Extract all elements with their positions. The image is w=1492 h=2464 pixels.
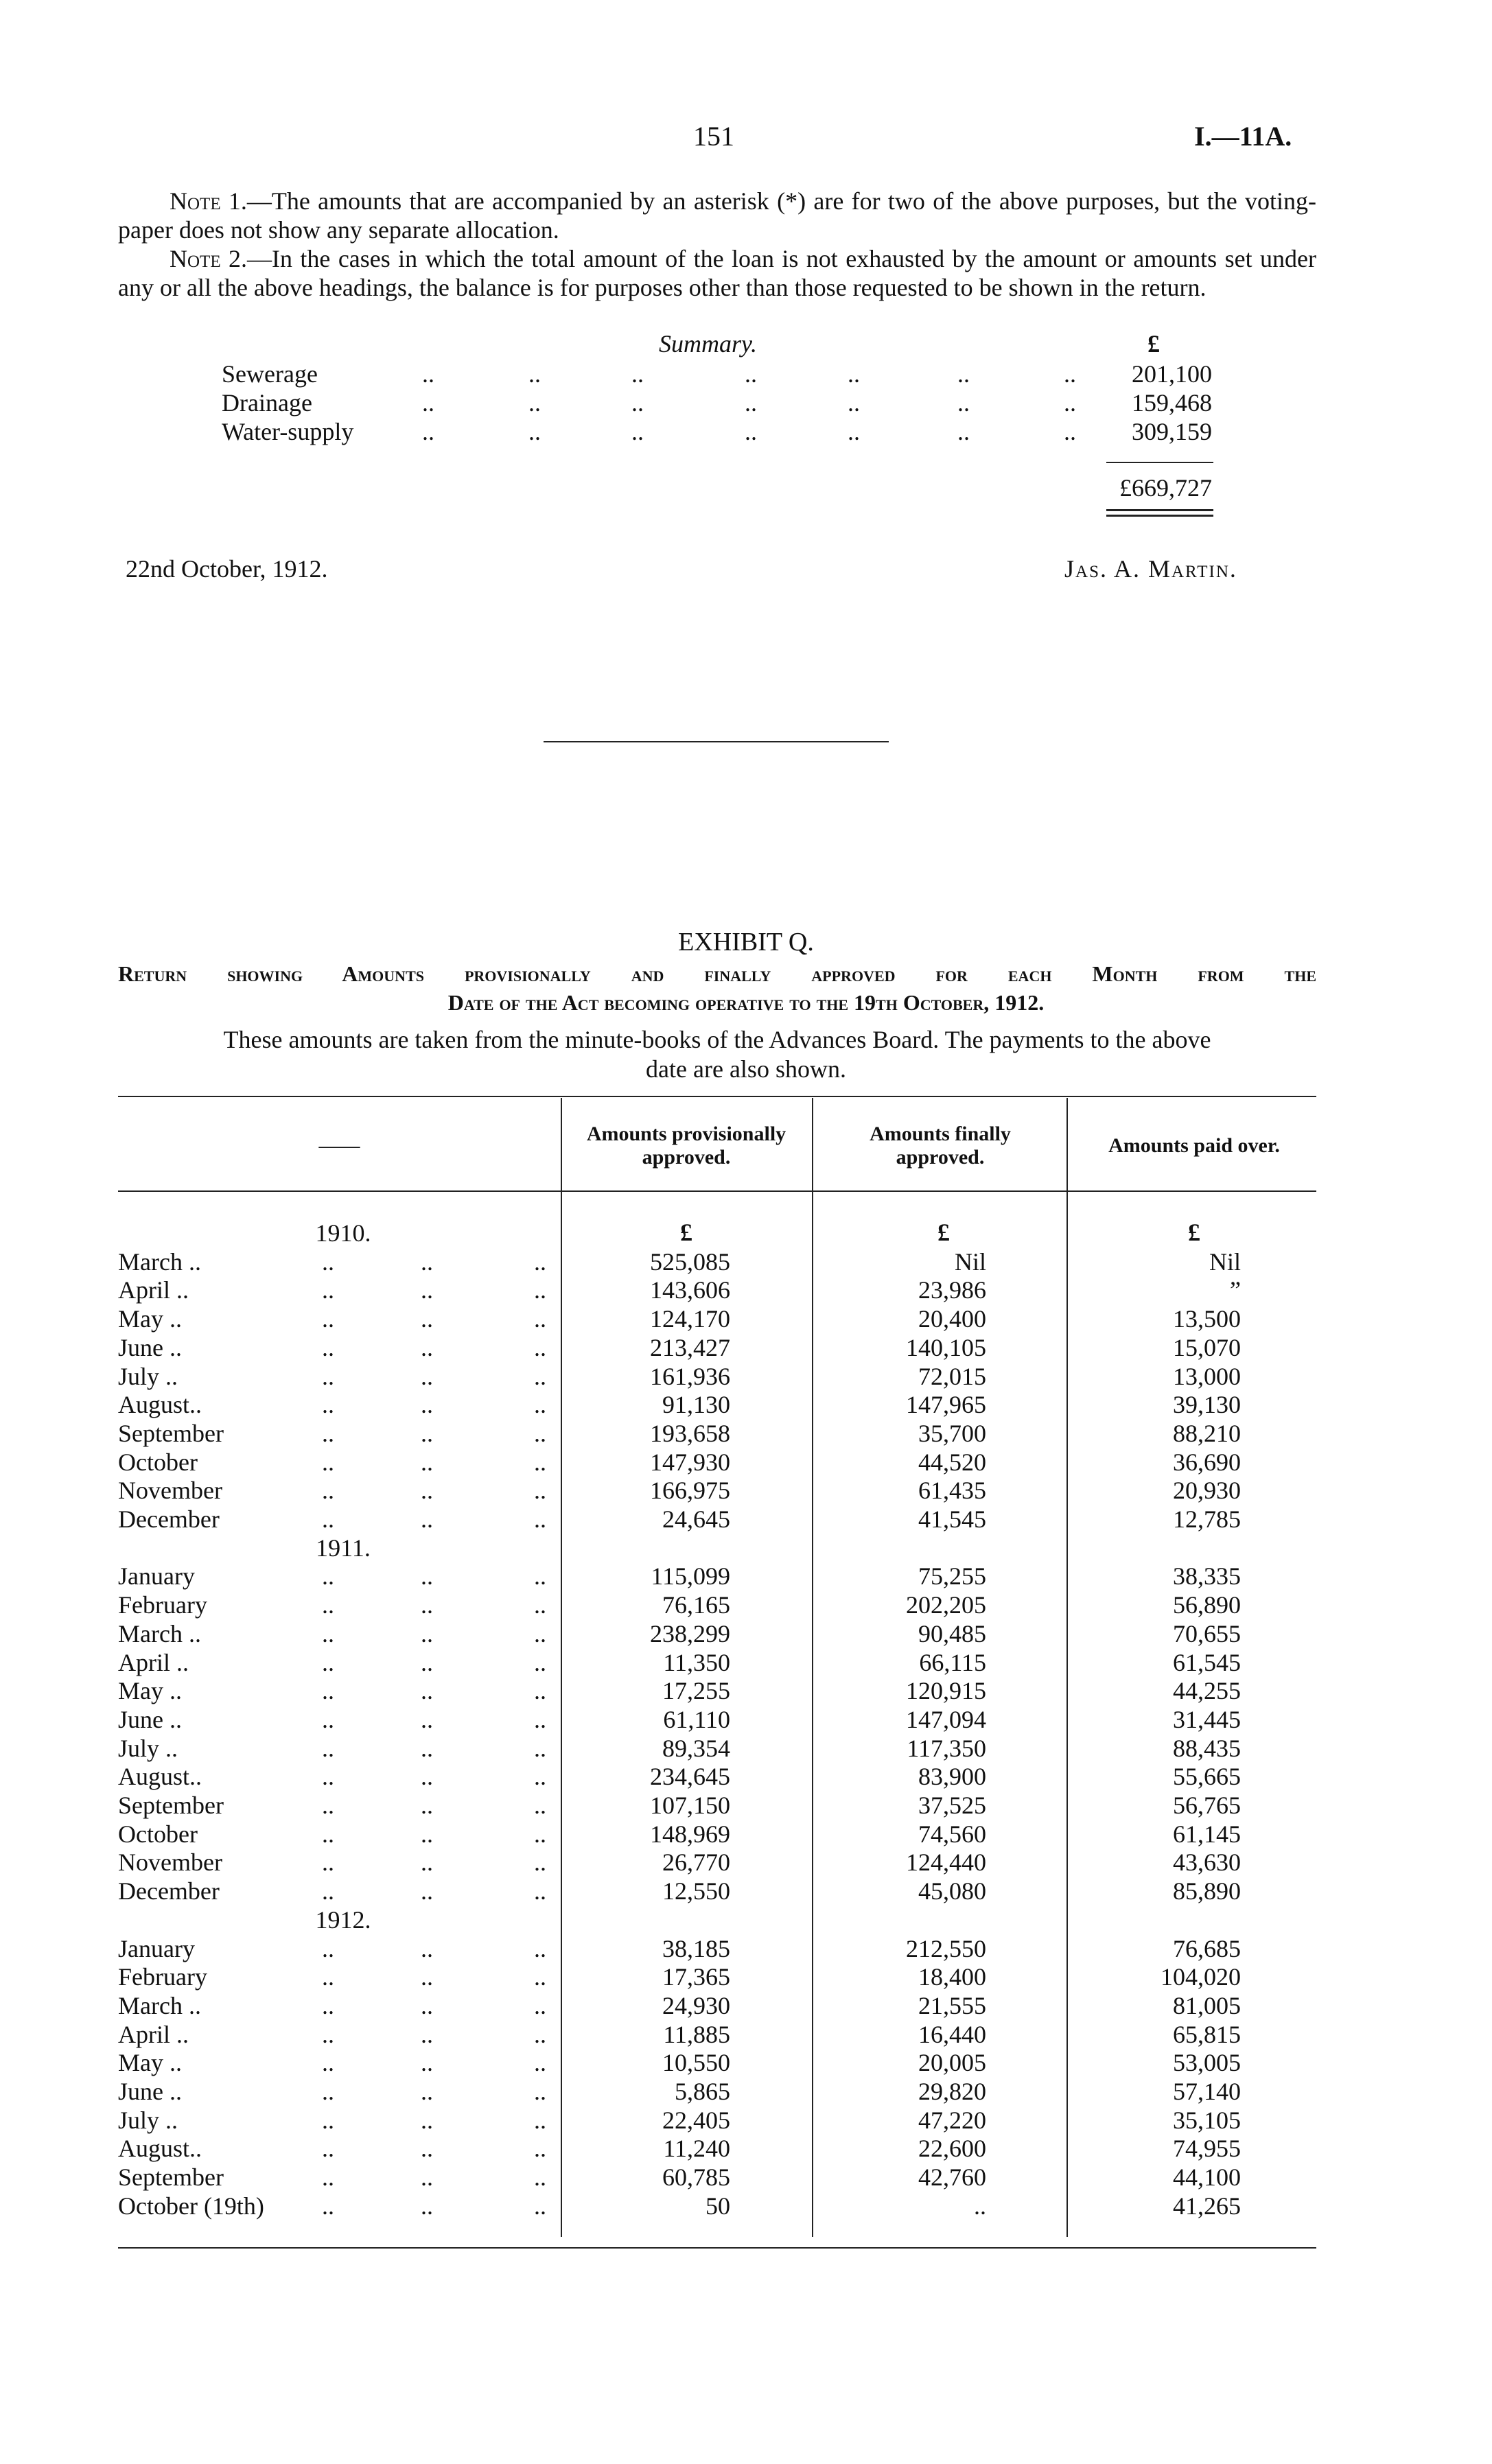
leader-dots: .. [322,2135,334,2162]
cell-provisionally-approved: 89,354 [662,1735,730,1762]
table-row-month: February [118,1963,207,1991]
leader-dots: .. [421,1477,433,1504]
leader-dots: .. [421,2135,433,2162]
cell-finally-approved: 20,400 [918,1305,986,1333]
leader-dots: .. [534,1820,546,1848]
cell-paid-over: 76,685 [1173,1935,1241,1962]
leader-dots: .. [421,1735,433,1762]
cell-finally-approved: 20,005 [918,2049,986,2076]
cell-provisionally-approved: 17,255 [662,1677,730,1704]
leader-dots: .. [322,1849,334,1876]
currency-finally: £ [937,1219,950,1246]
leader-dots: .. [322,2049,334,2076]
cell-paid-over: 43,630 [1173,1849,1241,1876]
cell-provisionally-approved: 213,427 [650,1334,730,1361]
leader-dots: .. [421,1505,433,1533]
cell-finally-approved: 29,820 [918,2078,986,2105]
cell-provisionally-approved: 525,085 [650,1248,730,1276]
leader-dots: .. [534,1877,546,1905]
cell-paid-over: 13,500 [1173,1305,1241,1333]
leader-dots: .. [534,1477,546,1504]
leader-dots: .. [322,2163,334,2191]
leader-dots: .. [421,1706,433,1733]
leader-dots: .. [745,360,757,388]
summary-value: 309,159 [1132,418,1212,445]
cell-provisionally-approved: 24,645 [662,1505,730,1533]
signoff-date: 22nd October, 1912. [126,555,328,583]
column-divider-2 [812,1098,813,2237]
cell-provisionally-approved: 147,930 [650,1448,730,1476]
leader-dots: .. [421,1792,433,1819]
header-period: —— [318,1134,360,1157]
table-row-month: July .. [118,1363,178,1390]
table-row-month: April .. [118,1276,189,1304]
cell-provisionally-approved: 38,185 [662,1935,730,1962]
cell-finally-approved: 140,105 [906,1334,986,1361]
exhibit-intro-line-1: These amounts are taken from the minute-books of the Advances Board. The payments to the above [223,1026,1211,1053]
cell-provisionally-approved: 11,885 [663,2021,730,2048]
leader-dots: .. [322,1276,334,1304]
cell-finally-approved: 124,440 [906,1849,986,1876]
cell-paid-over: 57,140 [1173,2078,1241,2105]
summary-total-rule-1 [1106,509,1213,511]
exhibit-subtitle-line-1: Return showing Amounts provisionally and finally approved for each Month from the [118,961,1316,986]
table-row-month: September [118,1420,224,1447]
table-row-month: May .. [118,2049,182,2076]
cell-paid-over: 31,445 [1173,1706,1241,1733]
leader-dots: .. [421,1935,433,1962]
leader-dots: .. [322,1820,334,1848]
leader-dots: .. [534,1305,546,1333]
cell-provisionally-approved: 148,969 [650,1820,730,1848]
leader-dots: .. [528,360,541,388]
leader-dots: .. [421,2021,433,2048]
document-reference: I.—11A. [1194,121,1292,152]
leader-dots: .. [534,2135,546,2162]
leader-dots: .. [421,2192,433,2220]
table-row-month: November [118,1477,222,1504]
leader-dots: .. [534,1935,546,1962]
note-2-text: —In the cases in which the total amount of the loan is not exhausted by the amount or amounts set under any or all the above headings, the balance is for purposes other than those requested to be shown in the return. [118,245,1316,301]
note-1 [118,187,1316,244]
cell-finally-approved: 47,220 [918,2107,986,2134]
table-row-month: May .. [118,1305,182,1333]
cell-provisionally-approved: 50 [706,2192,730,2220]
table-row-month: September [118,2163,224,2191]
currency-provisionally: £ [680,1219,692,1246]
table-header-rule [118,1190,1316,1192]
table-row-month: August.. [118,2135,202,2162]
leader-dots: .. [322,1620,334,1647]
cell-provisionally-approved: 91,130 [662,1391,730,1418]
leader-dots: .. [322,2021,334,2048]
table-row-month: June .. [118,1706,182,1733]
leader-dots: .. [421,1877,433,1905]
cell-finally-approved: 41,545 [918,1505,986,1533]
leader-dots: .. [421,1391,433,1418]
summary-label: Water-supply [222,418,354,445]
leader-dots: .. [322,2107,334,2134]
table-row-month: November [118,1849,222,1876]
leader-dots: .. [421,2049,433,2076]
leader-dots: .. [322,1477,334,1504]
summary-label: Sewerage [222,360,318,388]
cell-paid-over: 13,000 [1173,1363,1241,1390]
leader-dots: .. [421,1305,433,1333]
cell-paid-over: 44,255 [1173,1677,1241,1704]
cell-paid-over: 44,100 [1173,2163,1241,2191]
leader-dots: .. [422,389,434,416]
leader-dots: .. [421,1963,433,1991]
leader-dots: .. [322,1562,334,1590]
table-row-month: March .. [118,1620,201,1647]
leader-dots: .. [534,1963,546,1991]
leader-dots: .. [421,2107,433,2134]
currency-paid: £ [1188,1219,1200,1246]
leader-dots: .. [322,1935,334,1962]
cell-provisionally-approved: 115,099 [651,1562,730,1590]
cell-provisionally-approved: 193,658 [650,1420,730,1447]
leader-dots: .. [534,2021,546,2048]
leader-dots: .. [422,418,434,445]
leader-dots: .. [322,1677,334,1704]
cell-provisionally-approved: 166,975 [650,1477,730,1504]
leader-dots: .. [322,1363,334,1390]
table-row-month: February [118,1591,207,1619]
cell-finally-approved: 23,986 [918,1276,986,1304]
summary-value: 159,468 [1132,389,1212,416]
note-1-text: —The amounts that are accompanied by an asterisk (*) are for two of the above purposes, but the voting-paper does not show any separate allocation. [118,187,1316,244]
summary-label: Drainage [222,389,312,416]
exhibit-subtitle-line-2: Date of the Act becoming operative to the 19th October, 1912. [447,990,1045,1015]
table-row-month: August.. [118,1763,202,1790]
cell-paid-over: 20,930 [1173,1477,1241,1504]
table-row-month: April .. [118,2021,189,2048]
leader-dots: .. [422,360,434,388]
cell-provisionally-approved: 234,645 [650,1763,730,1790]
leader-dots: .. [421,1992,433,2019]
cell-paid-over: 85,890 [1173,1877,1241,1905]
table-row-month: October (19th) [118,2192,264,2220]
cell-provisionally-approved: 161,936 [650,1363,730,1390]
leader-dots: .. [421,1363,433,1390]
leader-dots: .. [421,1562,433,1590]
cell-paid-over: 70,655 [1173,1620,1241,1647]
exhibit-intro-line-2: date are also shown. [646,1055,846,1083]
cell-finally-approved: 202,205 [906,1591,986,1619]
leader-dots: .. [421,1420,433,1447]
leader-dots: .. [322,2192,334,2220]
cell-provisionally-approved: 61,110 [663,1706,730,1733]
leader-dots: .. [534,1706,546,1733]
leader-dots: .. [534,1562,546,1590]
cell-finally-approved: 90,485 [918,1620,986,1647]
leader-dots: .. [421,1448,433,1476]
leader-dots: .. [534,2078,546,2105]
cell-paid-over: 61,545 [1173,1649,1241,1676]
cell-paid-over: 74,955 [1173,2135,1241,2162]
cell-paid-over: 39,130 [1173,1391,1241,1418]
cell-finally-approved: 83,900 [918,1763,986,1790]
leader-dots: .. [631,360,644,388]
leader-dots: .. [322,1505,334,1533]
cell-paid-over: 38,335 [1173,1562,1241,1590]
header-finally-approved: Amounts finally approved. [870,1123,1011,1169]
leader-dots: .. [322,1649,334,1676]
leader-dots: .. [534,2192,546,2220]
signoff-signature: Jas. A. Martin. [1064,555,1237,583]
leader-dots: .. [534,1763,546,1790]
cell-paid-over: 81,005 [1173,1992,1241,2019]
cell-provisionally-approved: 107,150 [650,1792,730,1819]
cell-paid-over: 56,765 [1173,1792,1241,1819]
cell-paid-over: ” [1230,1276,1241,1304]
leader-dots: .. [322,1448,334,1476]
table-bottom-rule [118,2247,1316,2249]
cell-provisionally-approved: 11,240 [663,2135,730,2162]
leader-dots: .. [631,418,644,445]
year-label: 1912. [315,1906,371,1934]
cell-paid-over: 56,890 [1173,1591,1241,1619]
table-row-month: August.. [118,1391,202,1418]
cell-finally-approved: 37,525 [918,1792,986,1819]
leader-dots: .. [421,1677,433,1704]
page-number: 151 [693,121,734,152]
leader-dots: .. [534,1620,546,1647]
cell-provisionally-approved: 124,170 [650,1305,730,1333]
cell-provisionally-approved: 5,865 [675,2078,730,2105]
cell-paid-over: 15,070 [1173,1334,1241,1361]
cell-paid-over: 104,020 [1161,1963,1241,1991]
cell-provisionally-approved: 12,550 [662,1877,730,1905]
leader-dots: .. [421,1620,433,1647]
cell-finally-approved: 212,550 [906,1935,986,1962]
leader-dots: .. [421,1591,433,1619]
table-row-month: May .. [118,1677,182,1704]
cell-provisionally-approved: 76,165 [662,1591,730,1619]
leader-dots: .. [957,360,970,388]
leader-dots: .. [534,1591,546,1619]
leader-dots: .. [421,2163,433,2191]
leader-dots: .. [528,418,541,445]
leader-dots: .. [322,1420,334,1447]
leader-dots: .. [421,1649,433,1676]
leader-dots: .. [745,418,757,445]
table-row-month: October [118,1820,198,1848]
table-row-month: April .. [118,1649,189,1676]
leader-dots: .. [528,389,541,416]
leader-dots: .. [322,1735,334,1762]
cell-finally-approved: 75,255 [918,1562,986,1590]
cell-finally-approved: 117,350 [907,1735,986,1762]
leader-dots: .. [1064,418,1076,445]
leader-dots: .. [322,1763,334,1790]
leader-dots: .. [534,1849,546,1876]
leader-dots: .. [322,1992,334,2019]
table-row-month: March .. [118,1992,201,2019]
cell-provisionally-approved: 10,550 [662,2049,730,2076]
header-provisionally-approved: Amounts provisionally approved. [586,1123,786,1169]
leader-dots: .. [1064,360,1076,388]
cell-provisionally-approved: 17,365 [662,1963,730,1991]
leader-dots: .. [848,360,860,388]
table-top-rule [118,1096,1316,1097]
leader-dots: .. [534,1992,546,2019]
cell-provisionally-approved: 24,930 [662,1992,730,2019]
cell-provisionally-approved: 238,299 [650,1620,730,1647]
cell-paid-over: 88,210 [1173,1420,1241,1447]
year-label: 1911. [316,1534,371,1562]
cell-paid-over: 36,690 [1173,1448,1241,1476]
summary-currency: £ [1147,330,1160,357]
leader-dots: .. [957,389,970,416]
leader-dots: .. [957,418,970,445]
leader-dots: .. [322,2078,334,2105]
table-row-month: January [118,1935,195,1962]
cell-provisionally-approved: 22,405 [662,2107,730,2134]
leader-dots: .. [534,1649,546,1676]
leader-dots: .. [534,2107,546,2134]
leader-dots: .. [322,1792,334,1819]
leader-dots: .. [421,2078,433,2105]
cell-paid-over: 65,815 [1173,2021,1241,2048]
summary-total: £669,727 [1119,474,1212,502]
cell-paid-over: 35,105 [1173,2107,1241,2134]
cell-finally-approved: 22,600 [918,2135,986,2162]
table-row-month: March .. [118,1248,201,1276]
summary-total-rule-2 [1106,515,1213,517]
cell-finally-approved: 18,400 [918,1963,986,1991]
exhibit-title: EXHIBIT Q. [678,928,814,957]
column-divider-3 [1066,1098,1068,2237]
cell-finally-approved: Nil [954,1248,986,1276]
cell-finally-approved: 21,555 [918,1992,986,2019]
leader-dots: .. [421,1248,433,1276]
cell-finally-approved: 45,080 [918,1877,986,1905]
leader-dots: .. [534,1677,546,1704]
year-label: 1910. [315,1219,371,1247]
cell-finally-approved: .. [974,2192,986,2220]
leader-dots: .. [534,2049,546,2076]
leader-dots: .. [322,1877,334,1905]
leader-dots: .. [421,1334,433,1361]
table-row-month: July .. [118,2107,178,2134]
leader-dots: .. [322,1334,334,1361]
table-row-month: October [118,1448,198,1476]
leader-dots: .. [534,1391,546,1418]
column-divider-1 [561,1098,562,2237]
cell-finally-approved: 44,520 [918,1448,986,1476]
cell-paid-over: 61,145 [1173,1820,1241,1848]
leader-dots: .. [421,1763,433,1790]
leader-dots: .. [745,389,757,416]
cell-provisionally-approved: 26,770 [662,1849,730,1876]
leader-dots: .. [322,1391,334,1418]
leader-dots: .. [848,389,860,416]
leader-dots: .. [534,2163,546,2191]
cell-finally-approved: 120,915 [906,1677,986,1704]
leader-dots: .. [534,1792,546,1819]
cell-finally-approved: 42,760 [918,2163,986,2191]
leader-dots: .. [322,1305,334,1333]
table-row-month: July .. [118,1735,178,1762]
leader-dots: .. [534,1420,546,1447]
table-row-month: June .. [118,1334,182,1361]
leader-dots: .. [534,1735,546,1762]
cell-paid-over: 88,435 [1173,1735,1241,1762]
cell-finally-approved: 147,094 [906,1706,986,1733]
cell-finally-approved: 74,560 [918,1820,986,1848]
leader-dots: .. [421,1820,433,1848]
table-row-month: June .. [118,2078,182,2105]
cell-finally-approved: 61,435 [918,1477,986,1504]
summary-value: 201,100 [1132,360,1212,388]
summary-subtotal-rule [1106,462,1213,463]
leader-dots: .. [421,1849,433,1876]
leader-dots: .. [534,1448,546,1476]
note-1-label: Note 1. [170,187,247,215]
header-paid-over: Amounts paid over. [1108,1134,1280,1157]
note-2 [118,244,1316,302]
cell-finally-approved: 147,965 [906,1391,986,1418]
cell-paid-over: 53,005 [1173,2049,1241,2076]
cell-paid-over: 12,785 [1173,1505,1241,1533]
cell-finally-approved: 16,440 [918,2021,986,2048]
cell-finally-approved: 66,115 [919,1649,986,1676]
cell-paid-over: Nil [1209,1248,1241,1276]
leader-dots: .. [534,1363,546,1390]
summary-title: Summary. [659,330,757,357]
cell-provisionally-approved: 11,350 [663,1649,730,1676]
leader-dots: .. [534,1334,546,1361]
cell-paid-over: 55,665 [1173,1763,1241,1790]
cell-provisionally-approved: 60,785 [662,2163,730,2191]
leader-dots: .. [322,1706,334,1733]
leader-dots: .. [1064,389,1076,416]
leader-dots: .. [322,1591,334,1619]
cell-provisionally-approved: 143,606 [650,1276,730,1304]
table-row-month: September [118,1792,224,1819]
leader-dots: .. [322,1248,334,1276]
cell-finally-approved: 35,700 [918,1420,986,1447]
cell-finally-approved: 72,015 [918,1363,986,1390]
leader-dots: .. [848,418,860,445]
leader-dots: .. [534,1248,546,1276]
section-divider [544,741,889,742]
leader-dots: .. [534,1505,546,1533]
cell-paid-over: 41,265 [1173,2192,1241,2220]
table-row-month: January [118,1562,195,1590]
leader-dots: .. [631,389,644,416]
leader-dots: .. [322,1963,334,1991]
table-row-month: December [118,1877,220,1905]
note-2-label: Note 2. [170,245,248,272]
leader-dots: .. [421,1276,433,1304]
table-row-month: December [118,1505,220,1533]
leader-dots: .. [534,1276,546,1304]
